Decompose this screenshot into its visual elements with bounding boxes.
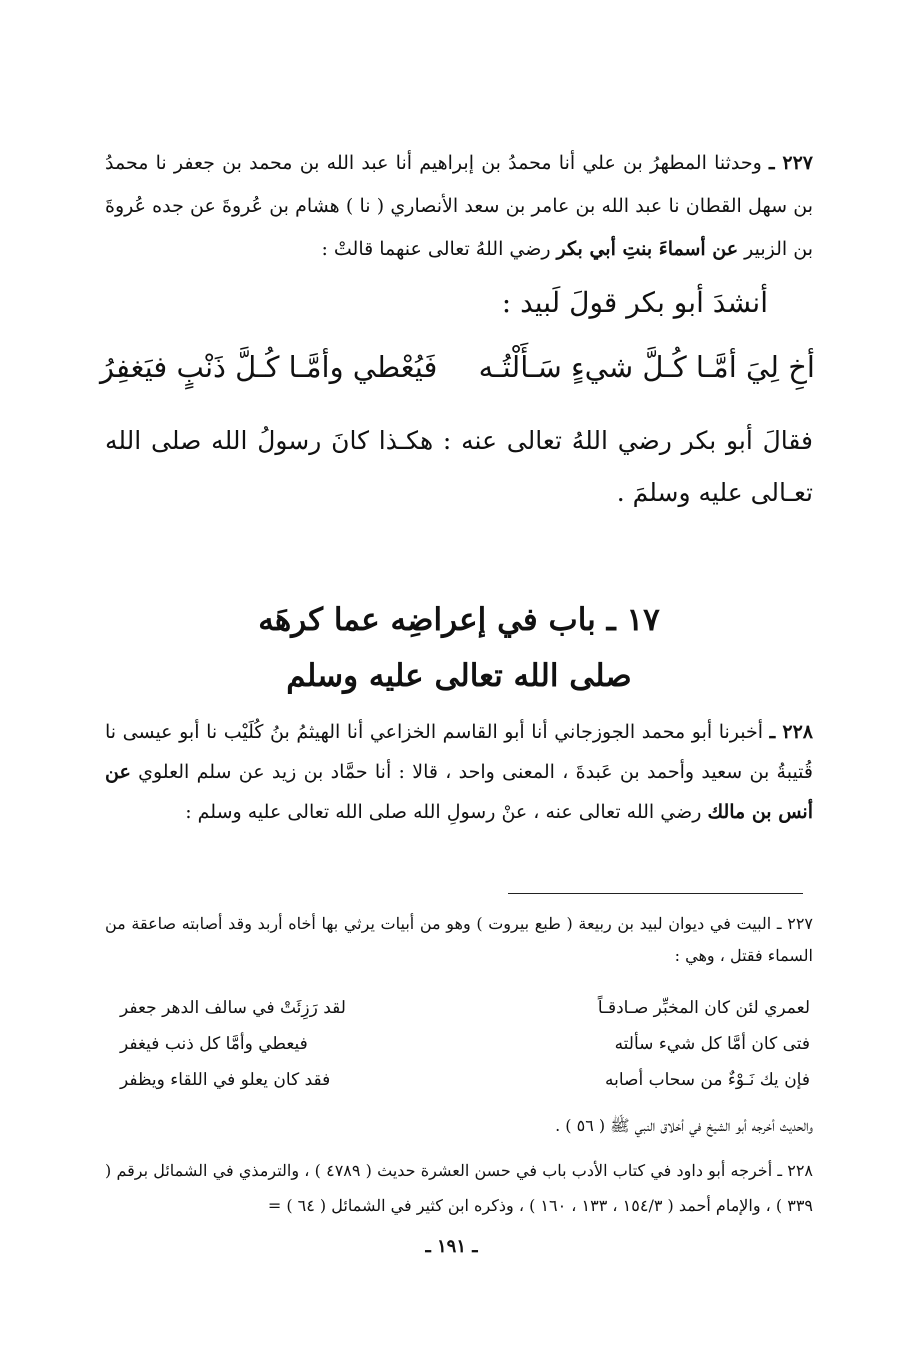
hadith-227 bbox=[105, 142, 813, 271]
poem-line-3-first: فإن يك نَـوْءٌ من سحاب أصابه bbox=[605, 1070, 810, 1090]
hadith-228-text: أخبرنا أبو محمد الجوزجاني أنا أبو القاسم الخزاعي أنا الهيثمُ بنُ كُلَيْب نا أبو عيسى نا قُتيبةُ بن سعيد وأحمد بن عَبدةَ ، المعنى واحد ، قالا : أنا حمَّاد بن زيد عن سلم العلوي bbox=[105, 721, 813, 783]
hadith-227-text-end: رضي اللهُ تعالى عنهما قالتْ : bbox=[321, 238, 551, 260]
hadith-228-text-end: رضي الله تعالى عنه ، عنْ رسولِ الله صلى الله تعالى عليه وسلم : bbox=[185, 801, 702, 823]
hadith-227-text: وحدثنا المطهرُ بن علي أنا محمدُ بن إبراهيم أنا عبد الله بن محمد بن جعفر نا محمدُ بن سهل القطان نا عبد الله بن عامر بن سعد الأنصاري ( نا ) هشام بن عُروةَ عن جده عُروةَ بن الزبير bbox=[105, 152, 813, 260]
footnote-hadith-source: والحديث أخرجه أبو الشيخ في أخلاق النبي ﷺ ( ٥٦ ) . bbox=[555, 1116, 813, 1135]
footnote-divider bbox=[508, 893, 803, 894]
poem-line-2-second: فيعطي وأمَّا كل ذنب فيغفر bbox=[120, 1034, 308, 1054]
chapter-title-line-2: صلى الله تعالى عليه وسلم bbox=[286, 658, 632, 694]
verse-line bbox=[100, 345, 815, 389]
hadith-228 bbox=[105, 712, 813, 832]
poem-line-3-second: فقد كان يعلو في اللقاء ويظفر bbox=[120, 1070, 331, 1090]
chapter-title-line-1: ١٧ ـ باب في إعراضِه عما كرهَه bbox=[258, 602, 660, 638]
verse-hemistich-2: فَيُعْطي وأمَّـا كُـلَّ ذَنْبٍ فيَغفِرُ bbox=[100, 350, 438, 384]
page-number: ـ ١٩١ ـ bbox=[425, 1236, 478, 1257]
poem-line bbox=[120, 1062, 810, 1098]
chapter-title bbox=[105, 592, 813, 704]
said-paragraph: فقالَ أبو بكر رضي اللهُ تعالى عنه : هكـذا كانَ رسولُ الله صلى الله تعـالى عليه وسلمَ . bbox=[105, 426, 813, 507]
hadith-228-number: ٢٢٨ ـ bbox=[769, 721, 813, 743]
poem-line-1-first: لعمري لئن كان المخبِّر صـادقـاً bbox=[597, 998, 810, 1018]
poem-line-2-first: فتى كان أمَّا كل شيء سألته bbox=[614, 1034, 810, 1054]
verse-intro: أنشدَ أبو بكر قولَ لَبيد : bbox=[501, 286, 768, 319]
poem-line bbox=[120, 1026, 810, 1062]
footnote-227: ٢٢٧ ـ البيت في ديوان لبيد بن ربيعة ( طبع بيروت ) وهو من أبيات يرثي بها أخاه أربد وقد أصابته صاعقة من السماء فقتل ، وهي : bbox=[105, 914, 813, 965]
footnote-poem bbox=[120, 990, 810, 1098]
verse-hemistich-1: أخِ لِيَ أمَّـا كُـلَّ شيءٍ سَـأَلْتُـه bbox=[478, 350, 815, 384]
hadith-227-narrator: عن أسماءَ بنتِ أبي بكر bbox=[556, 238, 739, 260]
footnote-228: ٢٢٨ ـ أخرجه أبو داود في كتاب الأدب باب في حسن العشرة حديث ( ٤٧٨٩ ) ، والترمذي في الشمائل برقم ( ٣٣٩ ) ، والإمام أحمد ( ١٥٤/٣ ، ١٣٣ ، ١٦٠ ) ، وذكره ابن كثير في الشمائل ( ٦٤ ) = bbox=[105, 1161, 814, 1215]
hadith-227-number: ٢٢٧ ـ bbox=[769, 152, 813, 174]
hadith-228-narrator: عن أنس بن مالك bbox=[105, 761, 813, 823]
poem-line bbox=[120, 990, 810, 1026]
poem-line-1-second: لقد رَزِئَتْ في سالف الدهر جعفر bbox=[120, 998, 346, 1018]
